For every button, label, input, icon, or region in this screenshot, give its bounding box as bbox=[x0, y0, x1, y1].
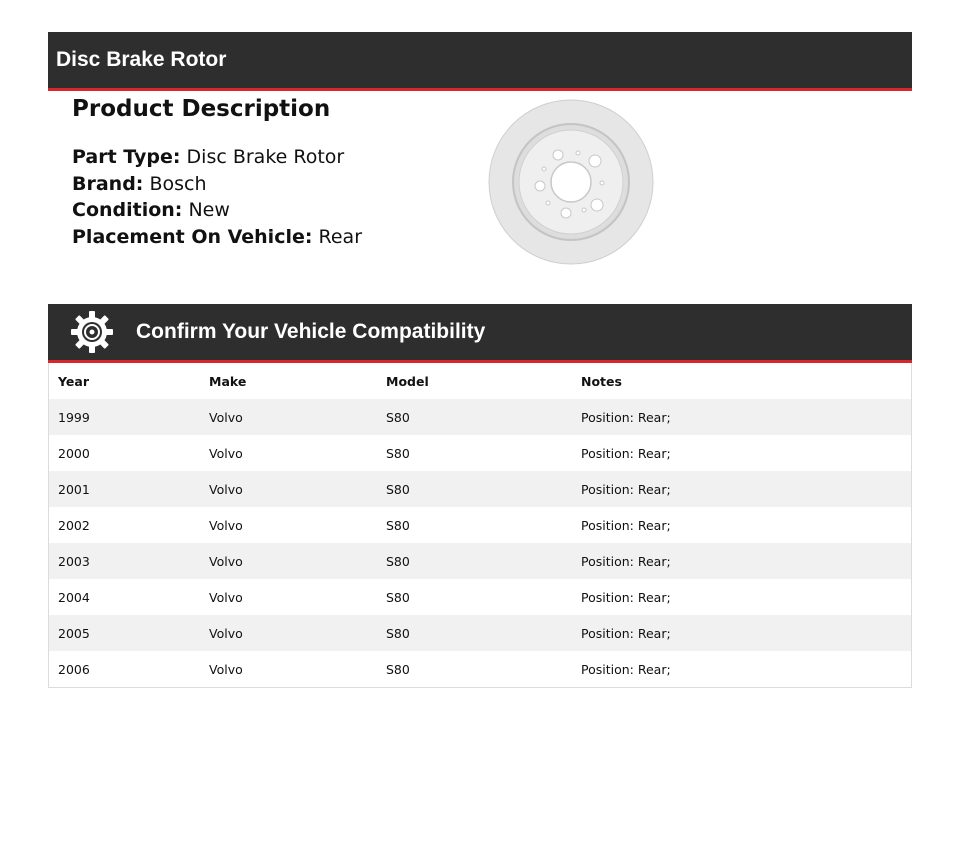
cell-year: 2005 bbox=[58, 625, 90, 641]
placement-row bbox=[72, 224, 362, 251]
cell-model: S80 bbox=[386, 445, 410, 461]
condition-value: New bbox=[188, 199, 230, 221]
column-header-make: Make bbox=[209, 373, 247, 389]
table-row bbox=[49, 579, 911, 615]
cell-make: Volvo bbox=[209, 625, 243, 641]
cell-make: Volvo bbox=[209, 481, 243, 497]
column-header-year: Year bbox=[58, 373, 89, 389]
brand-label: Brand: bbox=[72, 172, 144, 195]
brake-rotor-image bbox=[486, 97, 656, 267]
table-row bbox=[49, 435, 911, 471]
table-row bbox=[49, 651, 911, 687]
cell-notes: Position: Rear; bbox=[581, 553, 671, 569]
table-row bbox=[49, 543, 911, 579]
cell-year: 2002 bbox=[58, 517, 90, 533]
brand-row bbox=[72, 171, 362, 198]
compatibility-table bbox=[48, 363, 912, 688]
cell-model: S80 bbox=[386, 409, 410, 425]
product-title-bar bbox=[48, 32, 912, 91]
brand-value: Bosch bbox=[149, 172, 207, 195]
cell-year: 1999 bbox=[58, 409, 90, 425]
placement-value: Rear bbox=[318, 225, 363, 248]
product-description bbox=[72, 96, 362, 250]
cell-model: S80 bbox=[386, 625, 410, 641]
cell-notes: Position: Rear; bbox=[581, 625, 671, 641]
column-header-model: Model bbox=[386, 373, 429, 389]
cell-make: Volvo bbox=[209, 517, 243, 533]
part-type-row bbox=[72, 144, 362, 171]
cell-notes: Position: Rear; bbox=[581, 661, 671, 677]
gear-icon bbox=[70, 310, 114, 354]
column-header-notes: Notes bbox=[581, 373, 622, 389]
cell-notes: Position: Rear; bbox=[581, 589, 671, 605]
cell-year: 2003 bbox=[58, 553, 90, 569]
cell-year: 2001 bbox=[58, 481, 90, 497]
table-row bbox=[49, 615, 911, 651]
cell-model: S80 bbox=[386, 553, 410, 569]
cell-year: 2000 bbox=[58, 445, 90, 461]
part-type-label: Part Type: bbox=[72, 146, 181, 168]
condition-row bbox=[72, 197, 362, 224]
cell-make: Volvo bbox=[209, 589, 243, 605]
placement-label: Placement On Vehicle: bbox=[72, 225, 313, 248]
product-title: Disc Brake Rotor bbox=[56, 48, 227, 71]
compatibility-title: Confirm Your Vehicle Compatibility bbox=[136, 320, 486, 343]
part-type-value: Disc Brake Rotor bbox=[186, 146, 345, 168]
table-row bbox=[49, 471, 911, 507]
table-body bbox=[49, 399, 911, 687]
cell-year: 2004 bbox=[58, 589, 90, 605]
cell-notes: Position: Rear; bbox=[581, 409, 671, 425]
table-row bbox=[49, 399, 911, 435]
cell-notes: Position: Rear; bbox=[581, 517, 671, 533]
cell-notes: Position: Rear; bbox=[581, 445, 671, 461]
cell-make: Volvo bbox=[209, 553, 243, 569]
cell-model: S80 bbox=[386, 589, 410, 605]
table-row bbox=[49, 507, 911, 543]
cell-make: Volvo bbox=[209, 409, 243, 425]
description-heading: Product Description bbox=[72, 96, 331, 122]
condition-label: Condition: bbox=[72, 199, 183, 221]
cell-year: 2006 bbox=[58, 661, 90, 677]
table-header-row bbox=[49, 363, 911, 399]
cell-model: S80 bbox=[386, 661, 410, 677]
compatibility-header bbox=[48, 304, 912, 363]
cell-make: Volvo bbox=[209, 661, 243, 677]
cell-model: S80 bbox=[386, 517, 410, 533]
cell-notes: Position: Rear; bbox=[581, 481, 671, 497]
cell-make: Volvo bbox=[209, 445, 243, 461]
cell-model: S80 bbox=[386, 481, 410, 497]
